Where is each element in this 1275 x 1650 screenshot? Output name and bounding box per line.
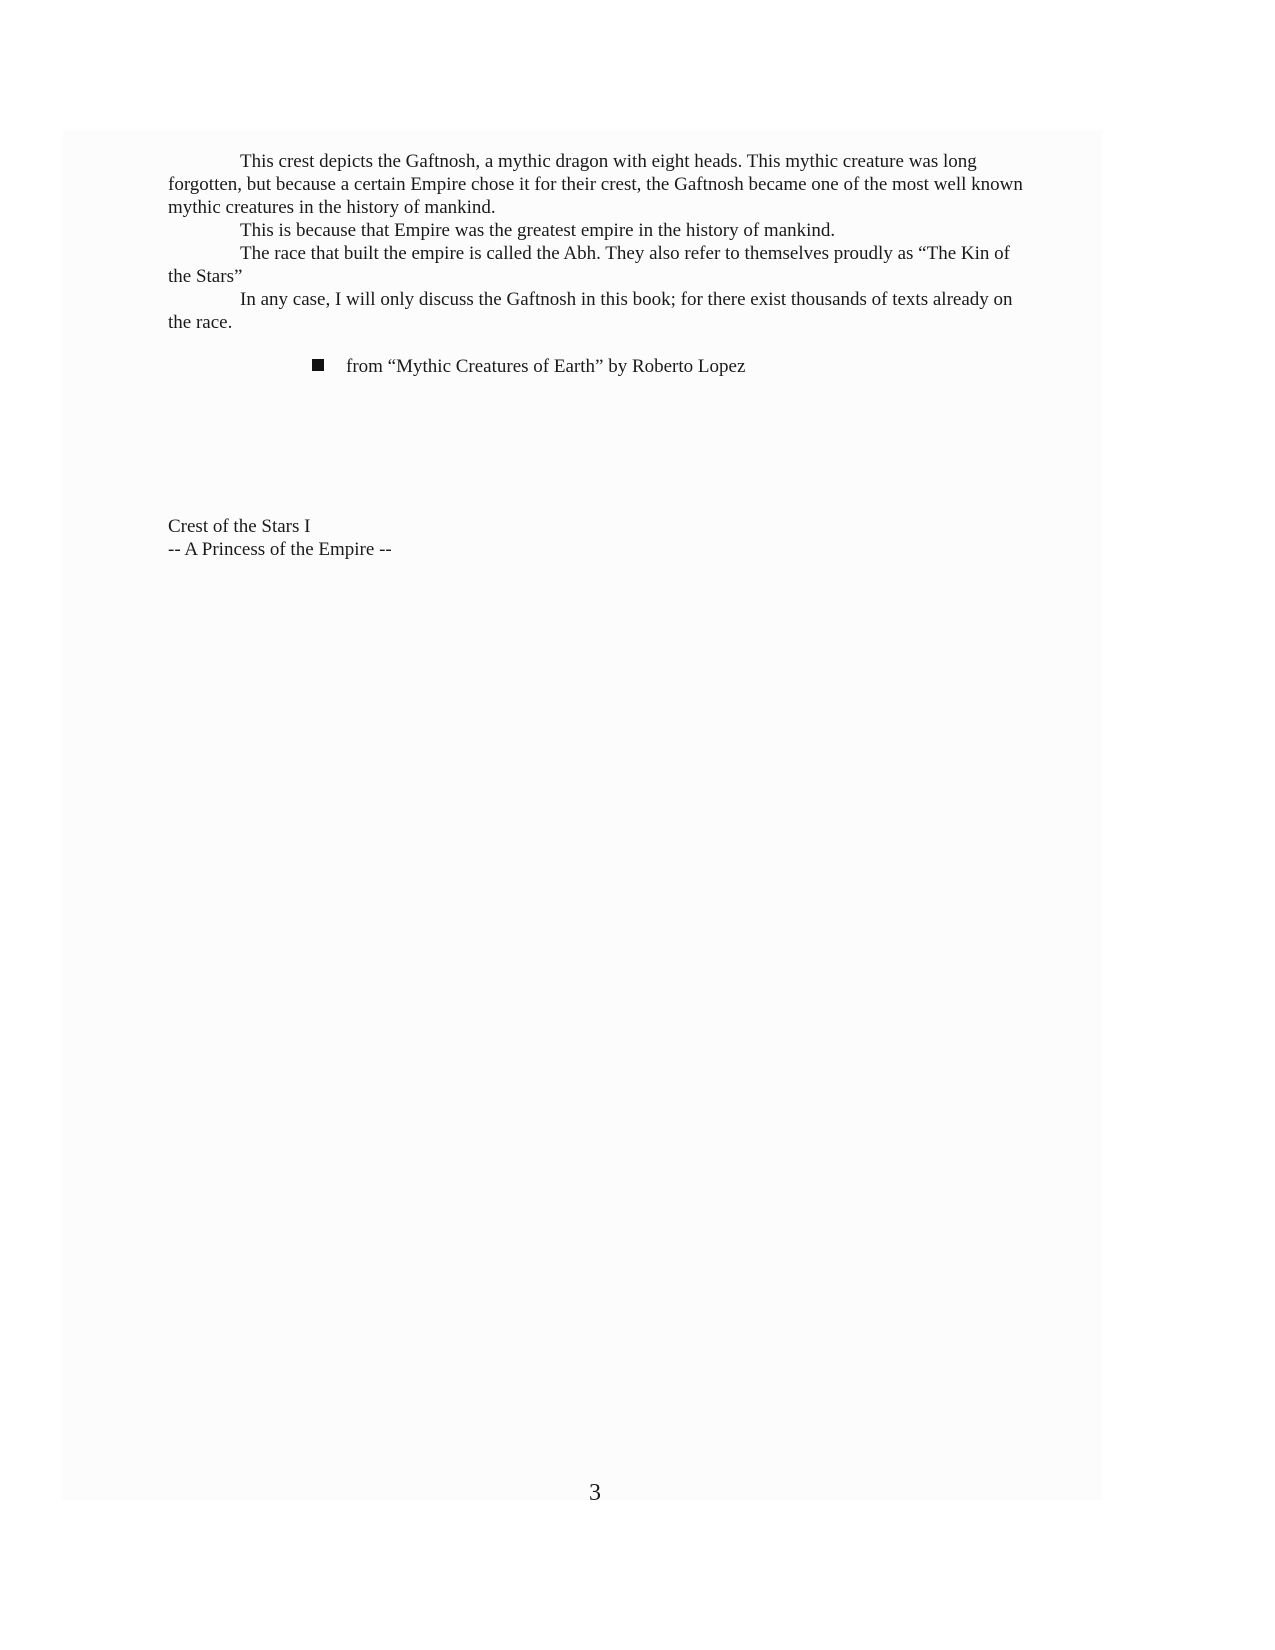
book-title-block — [168, 515, 392, 561]
square-bullet-icon — [312, 359, 324, 371]
paragraph-discussion-scope: In any case, I will only discuss the Gaftnosh in this book; for there exist thousands of texts already on the race. — [168, 289, 1013, 333]
paragraph-greatest-empire: This is because that Empire was the greatest empire in the history of mankind. — [240, 220, 836, 241]
book-title: Crest of the Stars I — [168, 516, 311, 537]
body-text — [168, 150, 1028, 334]
quote-attribution — [312, 355, 745, 378]
page-number: 3 — [589, 1480, 601, 1506]
scanned-page-background — [62, 130, 1102, 1500]
book-subtitle: -- A Princess of the Empire -- — [168, 539, 392, 560]
paragraph-abh-race: The race that built the empire is called the Abh. They also refer to themselves proudly as “The Kin of the Stars” — [168, 243, 1010, 287]
quote-attribution-text: from “Mythic Creatures of Earth” by Roberto Lopez — [346, 356, 746, 377]
paragraph-crest-description: This crest depicts the Gaftnosh, a mythic dragon with eight heads. This mythic creature was long forgotten, but because a certain Empire chose it for their crest, the Gaftnosh became one of the most well known mythic creatures in the history of mankind. — [168, 151, 1023, 218]
